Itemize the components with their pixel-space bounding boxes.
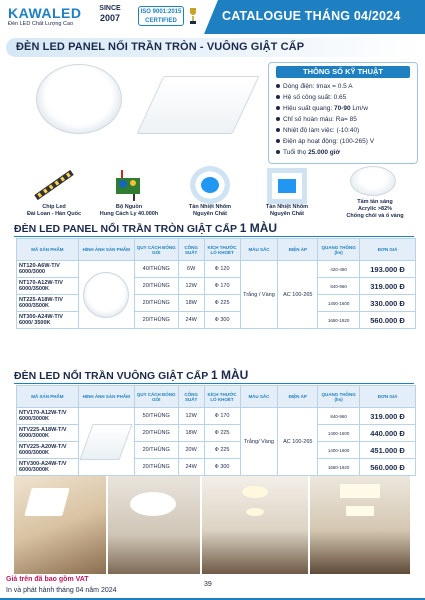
section-title: ĐÈN LED PANEL NỔI TRẦN TRÒN GIẬT CẤP 1 MÀU bbox=[14, 221, 278, 235]
component-label: Chip Led Đài Loan - Hàn Quốc bbox=[26, 204, 82, 217]
spec-line: Chỉ số hoàn màu: Ra= 85 bbox=[276, 116, 357, 123]
vat-note: Giá trên đã bao gồm VAT bbox=[6, 576, 89, 583]
table-row: NTV170-A12W-T/V 6000/3000K 50/THÙNG 12W Ф 170 Trắng/ Vàng AC 100-265 840-960 319.000 Đ bbox=[17, 408, 416, 425]
table-header-row: MÃ SẢN PHẨM HÌNH ẢNH SẢN PHẨM QUY CÁCH ĐÓNG GÓI CÔNG SUẤT KÍCH THƯỚC LỖ KHOÉT MÀU SẮC ĐIỆN ÁP QUANG THÔNG (lm) ĐƠN GIÁ bbox=[17, 386, 416, 408]
catalogue-title: CATALOGUE THÁNG 04/2024 bbox=[222, 9, 401, 23]
spec-line: Nhiệt độ làm việc: (-10:40) bbox=[276, 127, 359, 134]
interior-photo bbox=[310, 476, 410, 574]
trophy-icon bbox=[188, 6, 198, 26]
product-image-cell bbox=[78, 408, 134, 476]
spec-line: Dòng điện: Imax = 0.5 A bbox=[276, 83, 353, 90]
component-label: Tấm tán sáng Acrylic >82% Chống chói và ố vàng bbox=[346, 199, 404, 219]
square-heatsink-image bbox=[267, 168, 307, 204]
spec-line: Điện áp hoạt động: (100-265) V bbox=[276, 138, 374, 145]
since-year: 2007 bbox=[99, 13, 121, 23]
round-heatsink-image bbox=[190, 166, 230, 204]
table-row: NTV225-A20W-T/V 6000/3000K 20/THÙNG 20W Ф 225 1400-1600 451.000 Đ bbox=[17, 442, 416, 459]
round-panel-image bbox=[36, 64, 122, 134]
table-row: NT120-A6W-T/V 6000/3000 40/THÙNG 6W Ф 120 Trắng / Vàng AC 100-265 420-480 193.000 Đ bbox=[17, 261, 416, 278]
round-panel-table bbox=[16, 238, 416, 329]
diffuser-image bbox=[350, 166, 396, 196]
component-label: Tản Nhiệt Nhôm Nguyên Chất bbox=[188, 204, 232, 217]
square-panel-table bbox=[16, 385, 416, 476]
page-number: 39 bbox=[204, 581, 212, 588]
interior-photo bbox=[14, 476, 106, 574]
spec-line: Hiệu suất quang: 70-90 Lm/w bbox=[276, 105, 368, 112]
since-badge bbox=[92, 5, 128, 23]
print-note: In và phát hành tháng 04 năm 2024 bbox=[6, 587, 117, 594]
banner-title: ĐÈN LED PANEL NỔI TRẦN TRÒN - VUÔNG GIẬT CẤP bbox=[16, 41, 305, 53]
interior-photo bbox=[108, 476, 200, 574]
table-header-row: MÃ SẢN PHẨM HÌNH ẢNH SẢN PHẨM QUY CÁCH ĐÓNG GÓI CÔNG SUẤT KÍCH THƯỚC LỖ KHOÉT MÀU SẮC ĐIỆN ÁP QUANG THÔNG (lm) ĐƠN GIÁ bbox=[17, 239, 416, 261]
iso-badge bbox=[138, 6, 184, 26]
product-image-cell bbox=[78, 261, 134, 329]
component-label: Tản Nhiệt Nhôm Nguyên Chất bbox=[265, 204, 309, 217]
since-label: SINCE bbox=[99, 5, 121, 12]
iso-sub: CERTIFIED bbox=[145, 18, 177, 24]
component-label: Bộ Nguồn Hung Cách Ly 40.000h bbox=[99, 204, 159, 217]
section-title: ĐÈN LED NỔI TRẦN VUÔNG GIẬT CẤP 1 MÀU bbox=[14, 368, 249, 382]
table-row: NT170-A12W-T/V 6000/3500K 20/THÙNG 12W Ф 170 840-960 319.000 Đ bbox=[17, 278, 416, 295]
spec-line: Tuổi thọ 25.000 giờ bbox=[276, 149, 340, 156]
driver-image bbox=[113, 168, 143, 202]
interior-photo bbox=[202, 476, 308, 574]
brand-logo: KAWALED bbox=[8, 5, 82, 21]
spec-line: Hệ số công suất: 0.65 bbox=[276, 94, 346, 101]
square-panel-image bbox=[136, 76, 259, 134]
square-product-image bbox=[80, 424, 133, 460]
section-divider bbox=[14, 383, 414, 384]
table-row: NTV300-A24W-T/V 6000/3000K 20/THÙNG 24W Ф 300 1680-1920 560.000 Đ bbox=[17, 459, 416, 476]
iso-label: ISO 9001:2015 bbox=[140, 9, 182, 15]
led-chip-image bbox=[30, 168, 78, 202]
table-row: NTV225-A18W-T/V 6000/3000K 20/THÙNG 18W Ф 225 1400-1600 440.000 Đ bbox=[17, 425, 416, 442]
brand-tagline: Đèn LED Chất Lượng Cao bbox=[8, 21, 74, 27]
spec-title: THÔNG SỐ KỸ THUẬT bbox=[276, 66, 410, 78]
round-product-image bbox=[83, 272, 129, 318]
table-row: NT225-A18W-T/V 6000/3500K 20/THÙNG 18W Ф 225 1400-1600 330.000 Đ bbox=[17, 295, 416, 312]
section-divider bbox=[14, 236, 414, 237]
table-row: NT300-A24W-T/V 6000/ 3500K 20/THÙNG 24W Ф 300 1680-1920 560.000 Đ bbox=[17, 312, 416, 329]
